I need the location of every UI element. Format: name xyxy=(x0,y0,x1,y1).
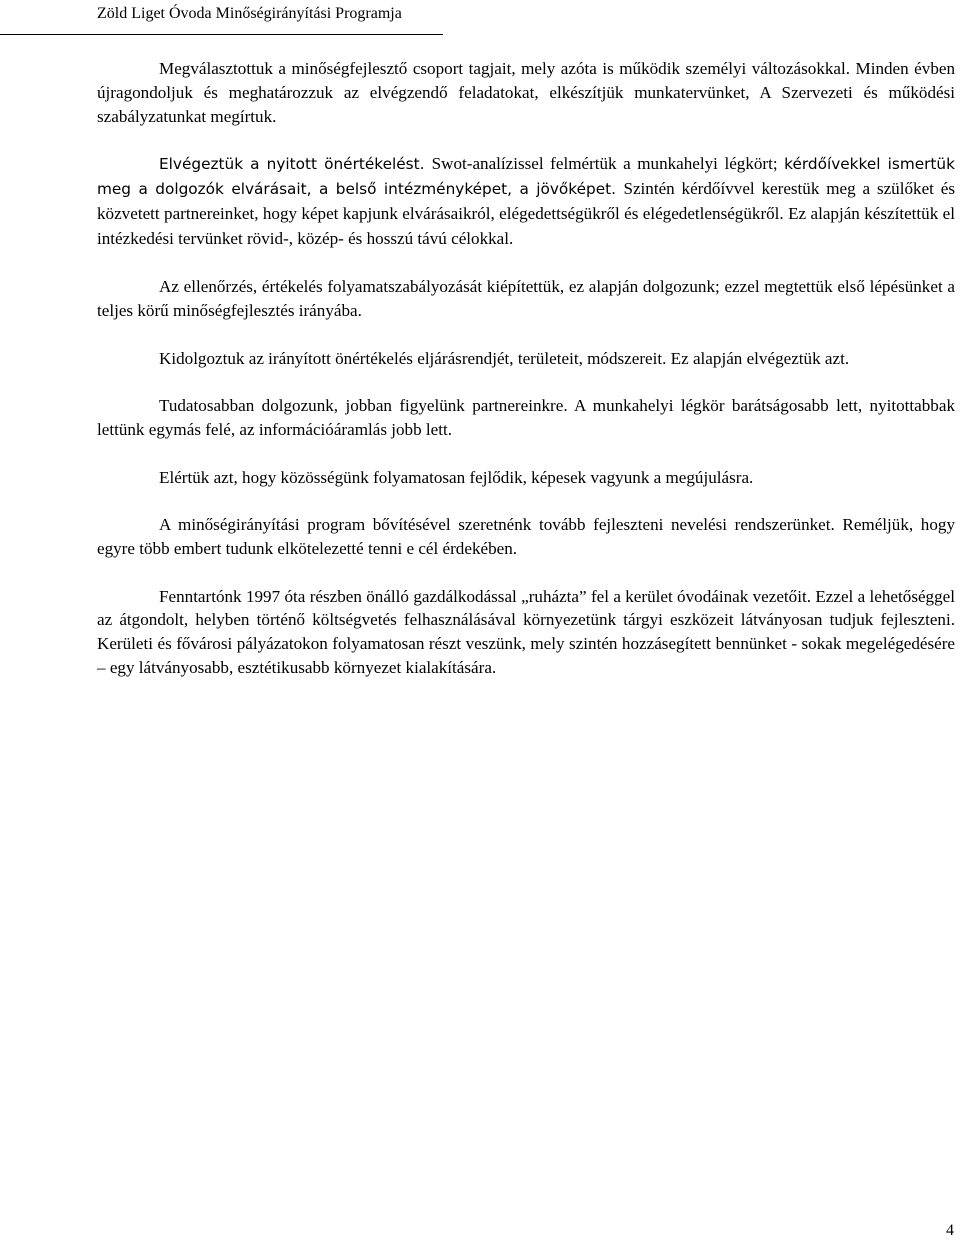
self-assessment-sentence: Elvégeztük a nyitott önértékelést. xyxy=(159,155,432,174)
document-body xyxy=(97,57,955,704)
paragraph-management: Fenntartónk 1997 óta részben önálló gazdálkodással „ruházta” fel a kerület óvodáinak vezetőit. Ezzel a lehetőséggel az átgondolt, helyben történő költségvetés felhasználásával környezetünk tárgyi eszközeit látványosan tudjuk fejleszteni. Kerületi és fővárosi pályázatokon folyamatosan részt veszünk, mely szintén hozzásegített bennünket - sokak megelégedésére – egy látványosabb, esztétikusabb környezet kialakítására. xyxy=(97,586,955,677)
questionnaire-staff-sentence: kérdőívekkel ismertük meg a dolgozók elvárásait, a belső intézményképet, a jövőképet. xyxy=(97,155,955,198)
paragraph-self-assessment xyxy=(97,152,955,251)
swot-sentence: Swot-analízissel felmértük a munkahelyi légkört; xyxy=(431,154,785,174)
paragraph-directed-assessment: Kidolgoztuk az irányított önértékelés eljárásrendjét, területeit, módszereit. Ez alapján elvégeztük azt. xyxy=(159,348,850,368)
paragraph-program-extension: A minőségirányítási program bővítésével szeretnénk tovább fejleszteni nevelési rendszerünket. Reméljük, hogy egyre több embert tudunk elkötelezetté tenni e cél érdekében. xyxy=(97,515,955,558)
header-rule xyxy=(0,34,443,35)
paragraph-partners: Tudatosabban dolgozunk, jobban figyelünk partnereinkre. A munkahelyi légkör barátságosabb lett, nyitottabbak lettünk egymás felé, az információáramlás jobb lett. xyxy=(97,396,955,439)
running-header: Zöld Liget Óvoda Minőségirányítási Programja xyxy=(97,5,402,22)
paragraph-community: Elértük azt, hogy közösségünk folyamatosan fejlődik, képesek vagyunk a megújulásra. xyxy=(159,467,754,487)
page-number: 4 xyxy=(946,1222,954,1239)
paragraph-evaluation-process: Az ellenőrzés, értékelés folyamatszabályozását kiépítettük, ez alapján dolgozunk; ezzel megtettük első lépésünket a teljes körű minőségfejlesztés irányába. xyxy=(97,277,955,320)
paragraph-working-group: Megválasztottuk a minőségfejlesztő csoport tagjait, mely azóta is működik személyi változásokkal. Minden évben újragondoljuk és meghatározzuk az elvégzendő feladatokat, elkészítjük munkatervünket, A Szervezeti és működési szabályzatunkat megírtuk. xyxy=(97,59,955,126)
questionnaire-parents-sentence: Szintén kérdőívvel kerestük meg a szülőket és közvetett partnereinket, hogy képet kapjunk elvárásaikról, elégedettségükről és elégedetlenségükről. Ez alapján készítettük el intézkedési tervünket rövid-, közép- és hosszú távú célokkal. xyxy=(97,178,955,248)
